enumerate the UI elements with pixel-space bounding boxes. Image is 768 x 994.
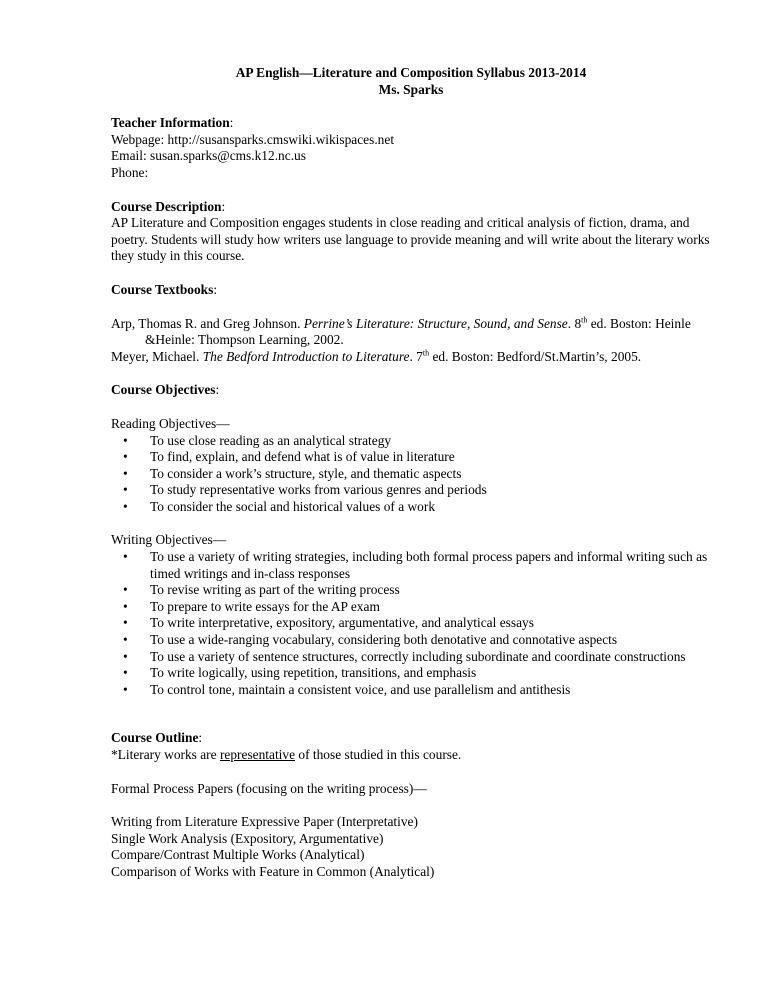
writing-objectives-label: Writing Objectives— [111, 532, 227, 548]
bullet-icon: • [123, 449, 128, 465]
list-item: • To use a variety of writing strategies, including both formal process papers and informal writing such as timed writings and in-class responses [123, 549, 708, 581]
course-description-text: AP Literature and Composition engages students in close reading and critical analysis of fiction, drama, and poetry. Students will study how writers use language to provide meaning and will write about the literary works they study in this course. [111, 215, 710, 264]
teacher-phone: Phone: [111, 164, 149, 180]
textbook-citation: Arp, Thomas R. and Greg Johnson. Perrine’s Literature: Structure, Sound, and Sense. 8th ed. Boston: Heinle &Heinle: Thompson Learning, 2002. [111, 315, 691, 348]
list-item: • To control tone, maintain a consistent voice, and use parallelism and antithesis [123, 681, 571, 697]
formal-papers-label: Formal Process Papers (focusing on the writing process)— [111, 780, 427, 796]
course-description-heading: Course Description: [111, 198, 226, 214]
list-item: • To consider the social and historical values of a work [123, 498, 436, 514]
reading-objectives-label: Reading Objectives— [111, 415, 230, 431]
teacher-info-heading: Teacher Information: [111, 115, 234, 131]
list-item: • To write logically, using repetition, transitions, and emphasis [123, 665, 477, 681]
teacher-webpage[interactable]: Webpage: http://susansparks.cmswiki.wikispaces.net [111, 131, 395, 147]
list-item: • To consider a work’s structure, style, and thematic aspects [123, 465, 462, 481]
bullet-icon: • [123, 598, 128, 614]
bullet-icon: • [123, 632, 128, 648]
list-item: • To use a wide-ranging vocabulary, considering both denotative and connotative aspects [123, 632, 618, 648]
bullet-icon: • [123, 665, 128, 681]
writing-objectives-list [111, 549, 711, 698]
course-outline-heading: Course Outline: [111, 730, 203, 746]
bullet-icon: • [123, 498, 128, 514]
list-item: • To revise writing as part of the writing process [123, 582, 400, 598]
bullet-icon: • [123, 582, 128, 598]
list-item: • To prepare to write essays for the AP exam [123, 598, 380, 614]
paper-item: Single Work Analysis (Expository, Argumentative) [111, 830, 384, 846]
reading-objectives-list [111, 433, 711, 516]
bullet-icon: • [123, 549, 128, 565]
bullet-icon: • [123, 681, 128, 697]
bullet-icon: • [123, 482, 128, 498]
list-item: • To write interpretative, expository, argumentative, and analytical essays [123, 615, 534, 631]
bullet-icon: • [123, 432, 128, 448]
bullet-icon: • [123, 465, 128, 481]
teacher-email[interactable]: Email: susan.sparks@cms.k12.nc.us [111, 148, 306, 164]
list-item: • To use close reading as an analytical strategy [123, 432, 392, 448]
syllabus-page [111, 65, 711, 881]
outline-note: *Literary works are representative of those studied in this course. [111, 747, 462, 762]
list-item: • To use a variety of sentence structures, correctly including subordinate and coordinate constructions [123, 648, 686, 664]
list-item: • To study representative works from various genres and periods [123, 482, 487, 498]
paper-item: Comparison of Works with Feature in Common (Analytical) [111, 863, 435, 879]
document-title: AP English—Literature and Composition Syllabus 2013-2014 [235, 65, 587, 80]
paper-item: Compare/Contrast Multiple Works (Analytical) [111, 847, 365, 863]
course-textbooks-heading: Course Textbooks: [111, 281, 218, 297]
paper-item: Writing from Literature Expressive Paper (Interpretative) [111, 814, 418, 830]
list-item: • To find, explain, and defend what is of value in literature [123, 449, 455, 465]
textbook-citation: Meyer, Michael. The Bedford Introduction to Literature. 7th ed. Boston: Bedford/St.Martin’s, 2005. [111, 348, 642, 364]
teacher-name: Ms. Sparks [378, 81, 444, 97]
bullet-icon: • [123, 615, 128, 631]
course-objectives-heading: Course Objectives: [111, 382, 220, 398]
bullet-icon: • [123, 648, 128, 664]
